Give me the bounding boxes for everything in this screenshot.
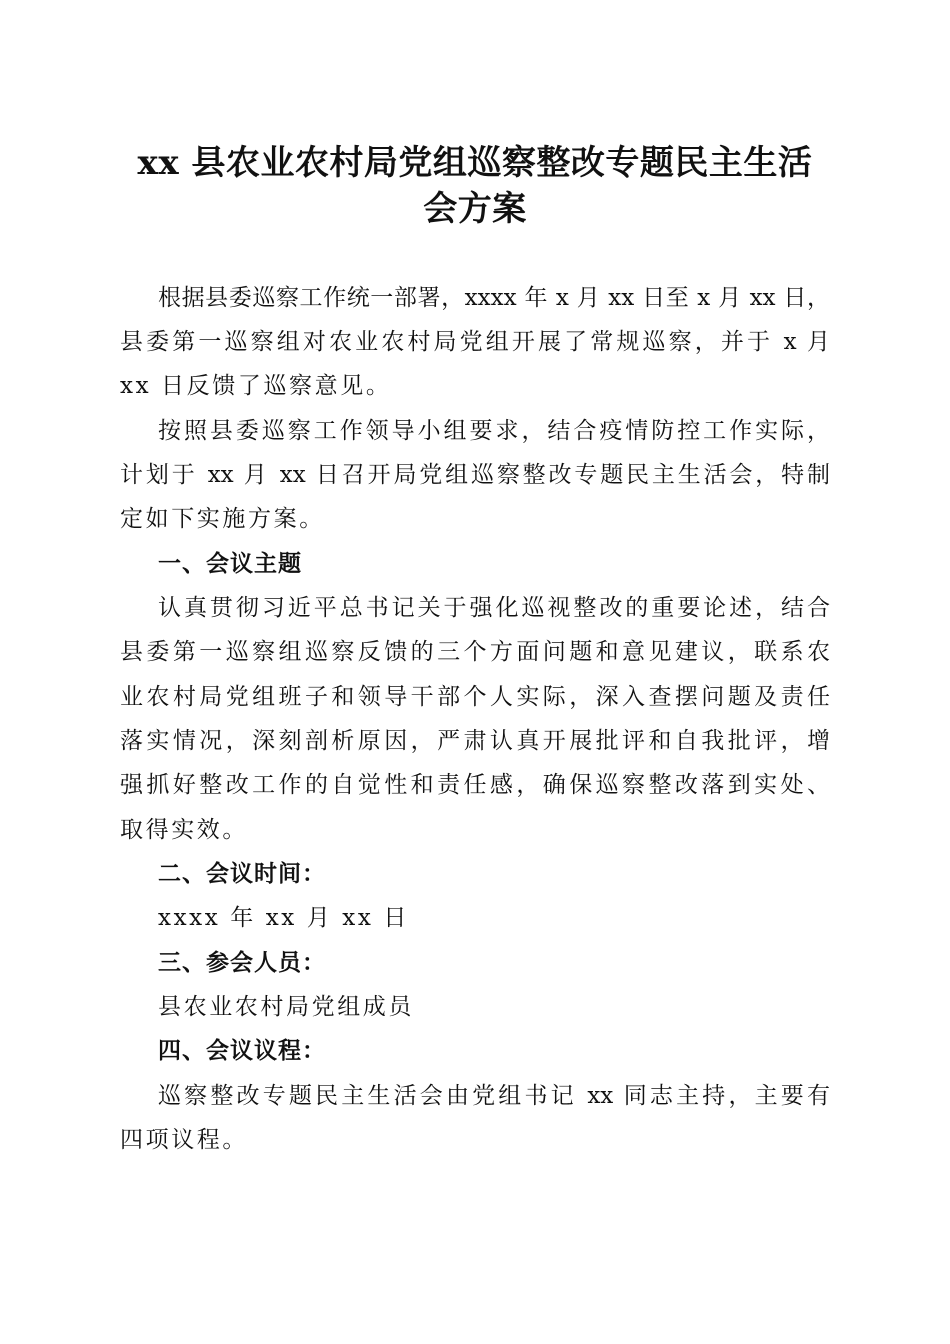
paragraph-2-line-3: 定如下实施方案。 (120, 506, 325, 532)
paragraph-3-line-1: 认真贯彻习近平总书记关于强化巡视整改的重要论述，结合 (158, 595, 830, 621)
paragraph-3-line-3: 业农村局党组班子和领导干部个人实际，深入查摆问题及责任 (120, 684, 830, 710)
attendees-text: 县农业农村局党组成员 (158, 994, 414, 1020)
section-heading-attendees: 三、参会人员： (158, 950, 326, 976)
meeting-date: xxxx 年 xx 月 xx 日 (158, 905, 409, 931)
section-heading-theme: 一、会议主题 (158, 551, 302, 577)
paragraph-2-line-2: 计划于 xx 月 xx 日召开局党组巡察整改专题民主生活会，特制 (120, 462, 830, 488)
section-heading-agenda: 四、会议议程： (158, 1038, 326, 1064)
paragraph-4-line-1: 巡察整改专题民主生活会由党组书记 xx 同志主持，主要有 (158, 1083, 830, 1109)
section-heading-time: 二、会议时间： (158, 861, 326, 887)
paragraph-1-line-2: 县委第一巡察组对农业农村局党组开展了常规巡察，并于 x 月 (120, 329, 830, 355)
paragraph-3-line-5: 强抓好整改工作的自觉性和责任感，确保巡察整改落到实处、 (120, 772, 830, 798)
paragraph-1-line-1: 根据县委巡察工作统一部署，xxxx 年 x 月 xx 日至 x 月 xx 日， (158, 285, 830, 311)
paragraph-2-line-1: 按照县委巡察工作领导小组要求，结合疫情防控工作实际， (158, 418, 830, 444)
paragraph-4-line-2: 四项议程。 (120, 1127, 248, 1153)
paragraph-3-line-6: 取得实效。 (120, 817, 248, 843)
document-title-line-1: xx 县农业农村局党组巡察整改专题民主生活 (137, 143, 813, 183)
paragraph-3-line-4: 落实情况，深刻剖析原因，严肃认真开展批评和自我批评，增 (120, 728, 830, 754)
document-title-line-2: 会方案 (423, 189, 527, 229)
paragraph-3-line-2: 县委第一巡察组巡察反馈的三个方面问题和意见建议，联系农 (120, 639, 830, 665)
paragraph-1-line-3: xx 日反馈了巡察意见。 (120, 373, 392, 399)
